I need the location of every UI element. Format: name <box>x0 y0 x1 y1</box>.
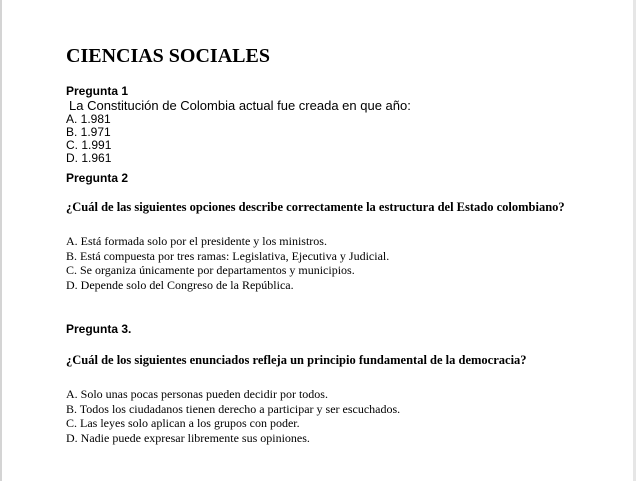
question-2-option-c: C. Se organiza únicamente por departamentos y municipios. <box>66 263 355 277</box>
question-2-option-d: D. Depende solo del Congreso de la República. <box>66 277 294 292</box>
question-2-option-a: A. Está formada solo por el presidente y los ministros. <box>66 234 327 248</box>
question-1-option-b: B. 1.971 <box>66 125 111 139</box>
question-1-options <box>66 113 411 165</box>
question-3-option-b: B. Todos los ciudadanos tienen derecho a participar y ser escuchados. <box>66 401 401 416</box>
question-3-text: ¿Cuál de los siguientes enunciados refleja un principio fundamental de la democracia? <box>66 353 527 367</box>
page-title: CIENCIAS SOCIALES <box>66 45 270 67</box>
question-1 <box>66 85 411 165</box>
question-2-option-b: B. Está compuesta por tres ramas: Legislativa, Ejecutiva y Judicial. <box>66 248 390 263</box>
question-3-options <box>66 387 400 445</box>
question-1-text: La Constitución de Colombia actual fue creada en que año: <box>69 98 411 113</box>
question-1-option-c: C. 1.991 <box>66 138 112 152</box>
question-1-option-d: D. 1.961 <box>66 151 112 165</box>
question-2-text: ¿Cuál de las siguientes opciones describe correctamente la estructura del Estado colombiano? <box>66 200 565 214</box>
question-1-option-a: A. 1.981 <box>66 112 111 126</box>
question-3-option-a: A. Solo unas pocas personas pueden decidir por todos. <box>66 387 328 401</box>
question-3-option-c: C. Las leyes solo aplican a los grupos con poder. <box>66 416 300 430</box>
question-1-heading: Pregunta 1 <box>66 84 129 98</box>
question-2-options <box>66 234 389 292</box>
question-3-heading: Pregunta 3. <box>66 322 132 336</box>
question-2-heading: Pregunta 2 <box>66 171 129 185</box>
question-3-option-d: D. Nadie puede expresar libremente sus opiniones. <box>66 430 310 445</box>
